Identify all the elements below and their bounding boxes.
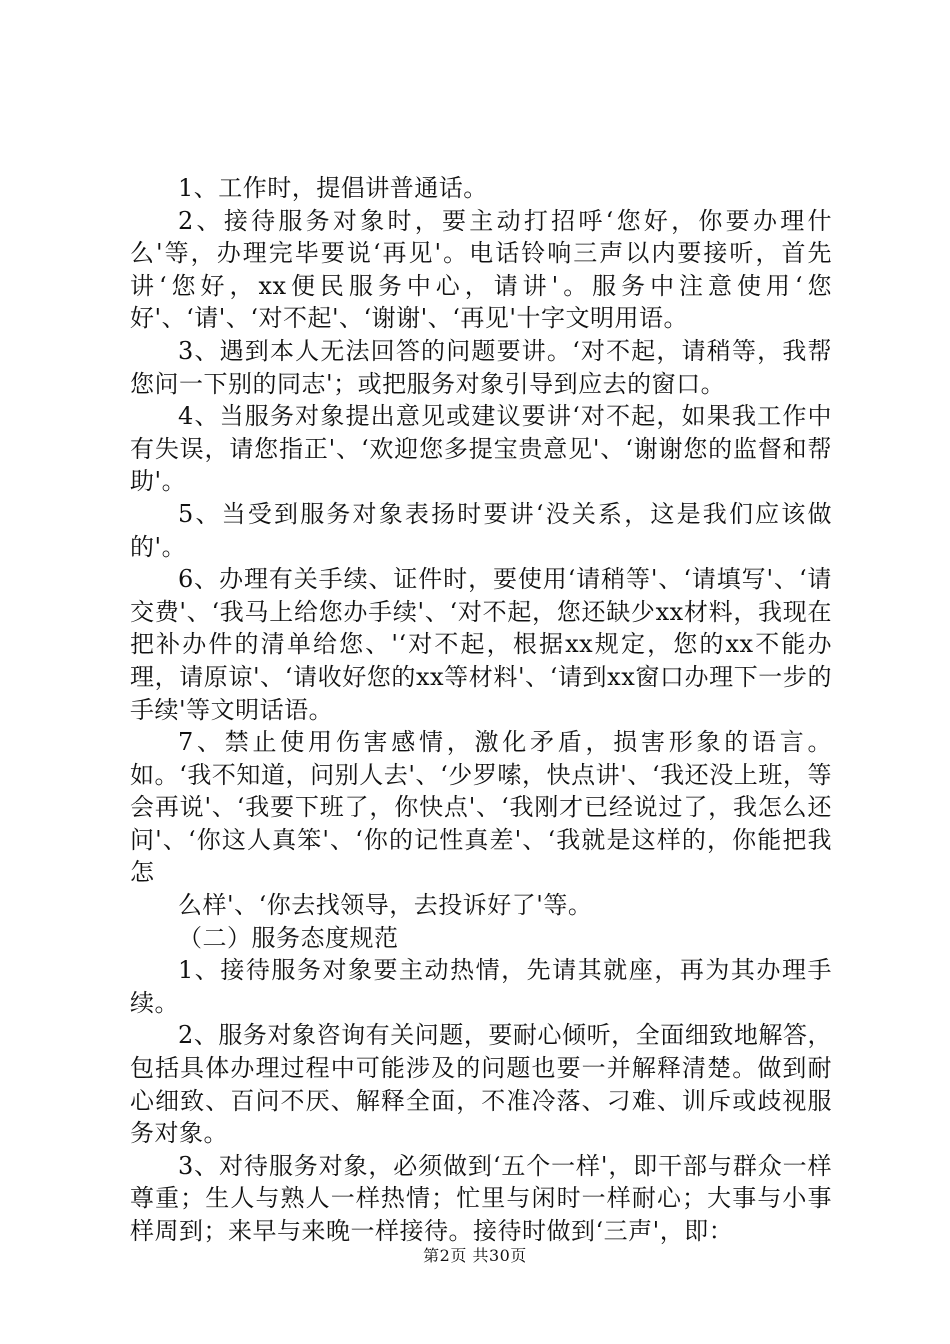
paragraph-3: 3、遇到本人无法回答的问题要讲。‘对不起，请稍等，我帮您问一下别的同志'；或把服务对象引导到应去的窗口。 xyxy=(130,336,832,398)
page-number-footer: 第2页 共30页 xyxy=(423,1246,527,1265)
paragraph-5: 5、当受到服务对象表扬时要讲‘没关系，这是我们应该做的'。 xyxy=(130,499,832,561)
paragraph-8: 1、接待服务对象要主动热情，先请其就座，再为其办理手续。 xyxy=(130,956,832,1017)
paragraph-1: 1、工作时，提倡讲普通话。 xyxy=(178,174,488,202)
paragraph-2: 2、接待服务对象时，要主动打招呼‘您好，你要办理什么'等，办理完毕要说‘再见'。电话铃响三声以内要接听，首先讲‘您好，xx便民服务中心，请讲'。服务中注意使用‘您好'、‘请'、‘对不起'、‘谢谢'、‘再见'十字文明用语。 xyxy=(130,206,832,333)
section-heading: （二）服务态度规范 xyxy=(178,923,399,952)
paragraph-6: 6、办理有关手续、证件时，要使用‘请稍等'、‘请填写'、‘请交费'、‘我马上给您办手续'、‘对不起，您还缺少xx材料，我现在把补办件的清单给您、'‘对不起，根据xx规定，您的xx不能办理，请原谅'、‘请收好您的xx等材料'、‘请到xx窗口办理下一步的手续'等文明话语。 xyxy=(130,565,832,724)
document-body xyxy=(130,172,832,1248)
paragraph-9: 2、服务对象咨询有关问题，要耐心倾听，全面细致地解答，包括具体办理过程中可能涉及的问题也要一并解释清楚。做到耐心细致、百问不厌、解释全面，不准冷落、刁难、训斥或歧视服务对象。 xyxy=(130,1021,832,1148)
paragraph-7: 7、禁止使用伤害感情，激化矛盾，损害形象的语言。如。‘我不知道，问别人去'、‘少罗嗦，快点讲'、‘我还没上班，等会再说'、‘我要下班了，你快点'、‘我刚才已经说过了，我怎么还问'、‘你这人真笨'、‘你的记性真差'、‘我就是这样的，你能把我怎 xyxy=(130,728,832,887)
paragraph-4: 4、当服务对象提出意见或建议要讲‘对不起，如果我工作中有失误，请您指正'、‘欢迎您多提宝贵意见'、‘谢谢您的监督和帮助'。 xyxy=(130,402,832,496)
paragraph-10: 3、对待服务对象，必须做到‘五个一样'，即干部与群众一样尊重；生人与熟人一样热情；忙里与闲时一样耐心；大事与小事样周到；来早与来晚一样接待。接待时做到‘三声'，即： xyxy=(130,1151,832,1245)
paragraph-7-continued: 么样'、‘你去找领导，去投诉好了'等。 xyxy=(178,891,593,920)
